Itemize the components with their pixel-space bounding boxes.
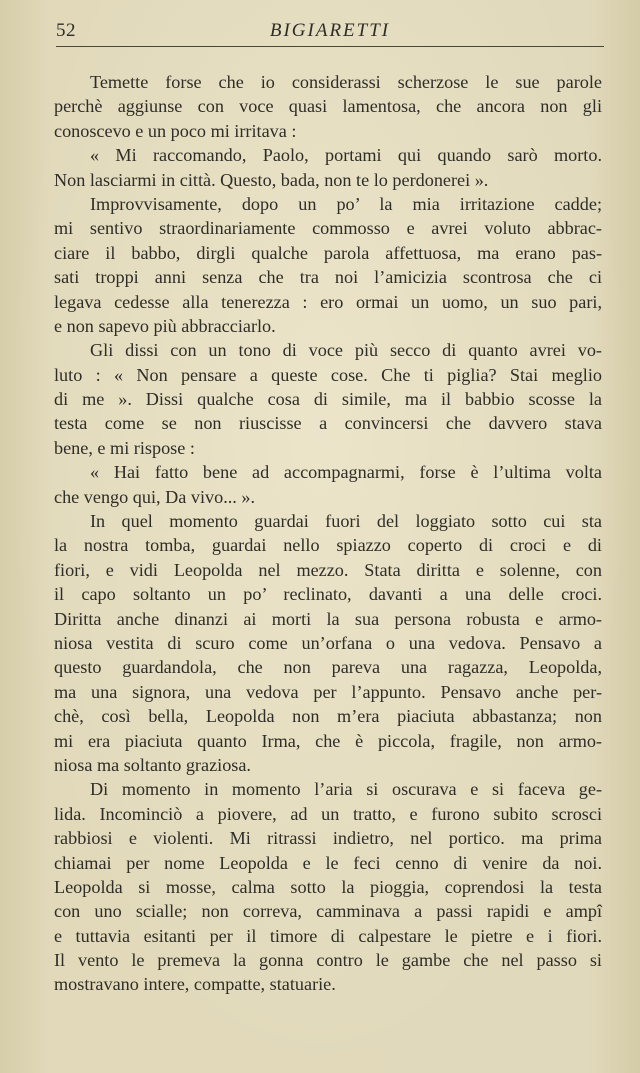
text-line: Gli dissi con un tono di voce più secco di quanto avrei vo- bbox=[90, 340, 602, 361]
text-line: Non lasciarmi in città. Questo, bada, non te lo perdonerei ». bbox=[54, 169, 489, 190]
text-line: conoscevo e un poco mi irritava : bbox=[54, 120, 297, 141]
text-line: lida. Incominciò a piovere, ad un tratto, e furono subito scrosci bbox=[54, 803, 602, 824]
text-line: Il vento le premeva la gonna contro le gambe che nel passo si bbox=[54, 950, 602, 971]
text-line: il capo soltanto un po’ reclinato, davanti a una delle croci. bbox=[54, 584, 602, 605]
text-line: chiamai per nome Leopolda e le feci cenno di venire da noi. bbox=[54, 852, 602, 873]
text-line: che vengo qui, Da vivo... ». bbox=[54, 486, 256, 507]
body-text bbox=[54, 70, 602, 997]
text-line: « Mi raccomando, Paolo, portami qui quando sarò morto. bbox=[90, 145, 602, 166]
text-line: rabbiosi e violenti. Mi ritrassi indietro, nel portico. ma prima bbox=[54, 828, 602, 849]
text-line: In quel momento guardai fuori del loggiato sotto cui sta bbox=[90, 511, 602, 532]
text-line: questo guardandola, che non pareva una ragazza, Leopolda, bbox=[54, 657, 602, 678]
text-line: mostravano intere, compatte, statuarie. bbox=[54, 974, 336, 995]
text-line: ciare il babbo, dirgli qualche parola affettuosa, ma erano pas- bbox=[54, 242, 602, 263]
page-header bbox=[56, 16, 604, 46]
text-line: testa come se non riuscisse a convincersi che davvero stava bbox=[54, 413, 602, 434]
text-line: « Hai fatto bene ad accompagnarmi, forse è l’ultima volta bbox=[90, 462, 602, 483]
text-line: Improvvisamente, dopo un po’ la mia irritazione cadde; bbox=[90, 193, 602, 214]
text-line: e tuttavia esitanti per il timore di calpestare le pietre e i fiori. bbox=[54, 925, 602, 946]
text-line: perchè aggiunse con voce quasi lamentosa, che ancora non gli bbox=[54, 96, 602, 117]
text-line: fiori, e vidi Leopolda nel mezzo. Stata diritta e solenne, con bbox=[54, 559, 602, 580]
text-line: Di momento in momento l’aria si oscurava e si faceva ge- bbox=[90, 779, 602, 800]
text-line: di me ». Dissi qualche cosa di simile, ma il babbio scosse la bbox=[54, 389, 602, 410]
text-line: Temette forse che io considerassi scherzose le sue parole bbox=[90, 72, 602, 92]
text-line: niosa vestita di scuro come un’orfana o una vedova. Pensavo a bbox=[54, 632, 602, 653]
text-line: mi era piaciuta quanto Irma, che è piccola, fragile, non armo- bbox=[54, 730, 602, 751]
header-rule bbox=[56, 46, 604, 47]
text-line: e non sapevo più abbracciarlo. bbox=[54, 315, 276, 336]
text-line: luto : « Non pensare a queste cose. Che ti piglia? Stai meglio bbox=[54, 364, 602, 385]
text-line: chè, così bella, Leopolda non m’era piaciuta abbastanza; non bbox=[54, 706, 602, 727]
text-line: legava cedesse alla tenerezza : ero ormai un uomo, un suo pari, bbox=[54, 291, 602, 312]
running-head: BIGIARETTI bbox=[269, 20, 391, 41]
text-line: ma una signora, una vedova per l’appunto. Pensavo anche per- bbox=[54, 681, 602, 702]
text-line: la nostra tomba, guardai nello spiazzo coperto di croci e di bbox=[54, 535, 602, 556]
text-line: sati troppi anni senza che tra noi l’amicizia scontrosa che ci bbox=[54, 267, 602, 288]
text-line: mi sentivo straordinariamente commosso e avrei voluto abbrac- bbox=[54, 218, 602, 239]
text-line: niosa ma soltanto graziosa. bbox=[54, 754, 251, 775]
text-line: bene, e mi rispose : bbox=[54, 437, 195, 458]
text-line: con uno scialle; non correva, camminava a passi rapidi e ampî bbox=[54, 901, 602, 922]
page-number: 52 bbox=[56, 20, 76, 41]
text-line: Diritta anche dinanzi ai morti la sua persona robusta e armo- bbox=[54, 608, 602, 629]
text-line: Leopolda si mosse, calma sotto la pioggia, coprendosi la testa bbox=[54, 876, 602, 897]
